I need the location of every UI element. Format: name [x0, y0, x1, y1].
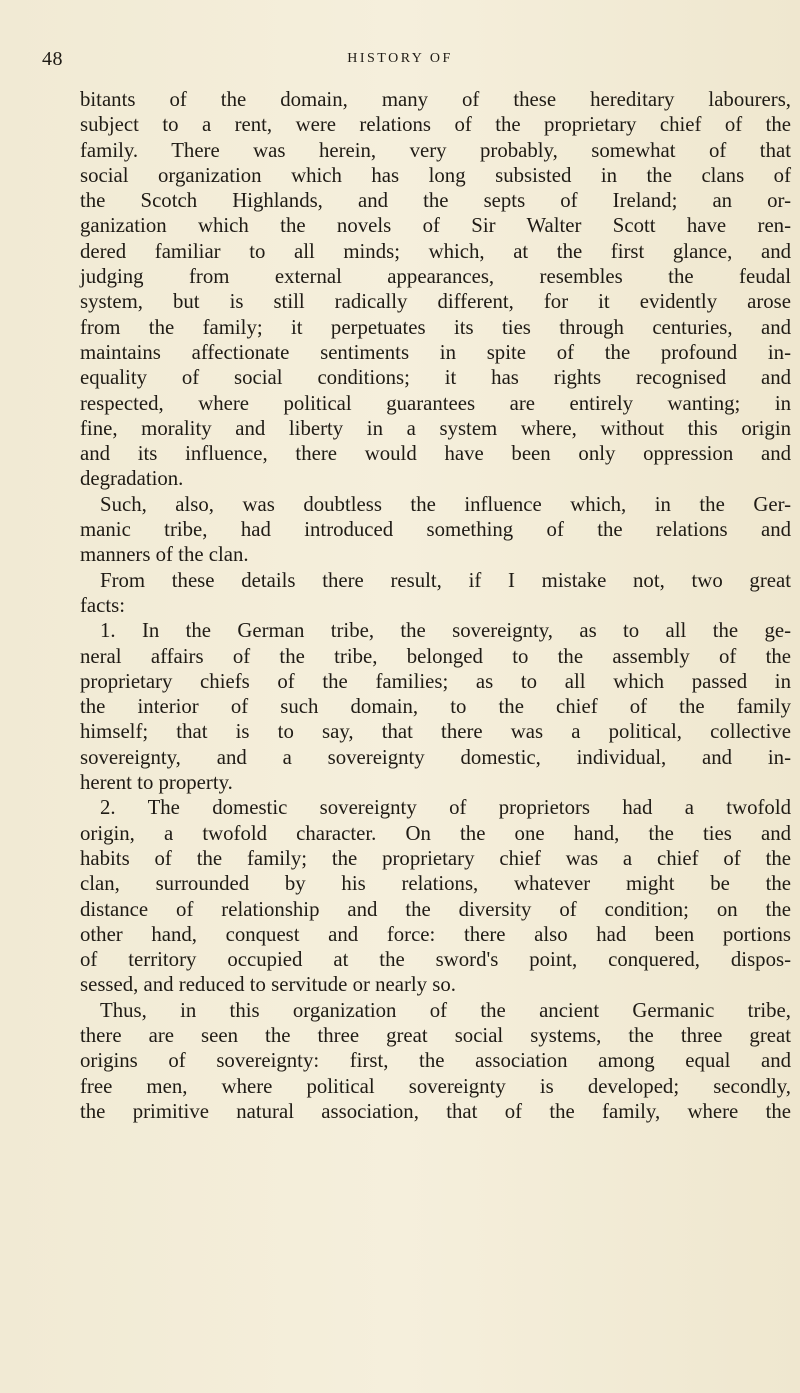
text-line: social organization which has long subsisted in the clans of: [80, 163, 791, 187]
text-line: respected, where political guarantees are entirely wanting; in: [80, 391, 791, 415]
text-line: facts:: [80, 593, 126, 617]
text-line: fine, morality and liberty in a system where, without this origin: [80, 416, 791, 440]
page-number: 48: [42, 48, 63, 70]
text-line: origin, a twofold character. On the one hand, the ties and: [80, 821, 791, 845]
text-line: the primitive natural association, that of the family, where the: [80, 1099, 791, 1123]
text-line: manic tribe, had introduced something of the relations and: [80, 518, 791, 542]
text-line: degradation.: [80, 467, 184, 491]
text-line: himself; that is to say, that there was a political, collective: [80, 720, 791, 744]
text-line: dered familiar to all minds; which, at the first glance, and: [80, 239, 791, 263]
text-line: herent to property.: [80, 771, 233, 795]
text-line: distance of relationship and the diversity of condition; on the: [80, 897, 791, 921]
text-line: other hand, conquest and force: there also had been portions: [80, 922, 791, 946]
text-line: and its influence, there would have been only oppression and: [80, 442, 791, 466]
text-line: ganization which the novels of Sir Walter Scott have ren-: [80, 214, 791, 238]
text-line: free men, where political sovereignty is developed; secondly,: [80, 1074, 791, 1098]
text-line: sessed, and reduced to servitude or nearly so.: [80, 973, 456, 997]
text-line: of territory occupied at the sword's point, conquered, dispos-: [80, 948, 791, 972]
text-line: from the family; it perpetuates its ties through centuries, and: [80, 315, 791, 339]
text-line: 1. In the German tribe, the sovereignty, as to all the ge-: [100, 619, 791, 643]
text-line: the interior of such domain, to the chief of the family: [80, 695, 791, 719]
text-line: family. There was herein, very probably, somewhat of that: [80, 138, 791, 162]
text-line: origins of sovereignty: first, the association among equal and: [80, 1049, 791, 1073]
text-line: neral affairs of the tribe, belonged to the assembly of the: [80, 644, 791, 668]
text-line: Such, also, was doubtless the influence which, in the Ger-: [100, 492, 791, 516]
page-header: [0, 48, 800, 78]
text-line: system, but is still radically different, for it evidently arose: [80, 290, 791, 314]
text-line: judging from external appearances, resembles the feudal: [80, 265, 791, 289]
text-line: equality of social conditions; it has rights recognised and: [80, 366, 791, 390]
text-line: sovereignty, and a sovereignty domestic, individual, and in-: [80, 745, 791, 769]
text-line: manners of the clan.: [80, 543, 249, 567]
text-line: maintains affectionate sentiments in spite of the profound in-: [80, 340, 791, 364]
text-line: Thus, in this organization of the ancient Germanic tribe,: [100, 998, 791, 1022]
text-line: the Scotch Highlands, and the septs of Ireland; an or-: [80, 189, 791, 213]
text-line: bitants of the domain, many of these hereditary labourers,: [80, 88, 791, 111]
text-line: proprietary chiefs of the families; as to all which passed in: [80, 669, 791, 693]
text-line: 2. The domestic sovereignty of proprietors had a twofold: [100, 796, 791, 820]
running-head: HISTORY OF: [347, 51, 453, 66]
text-line: habits of the family; the proprietary chief was a chief of the: [80, 846, 791, 870]
text-line: clan, surrounded by his relations, whatever might be the: [80, 872, 791, 896]
text-line: From these details there result, if I mistake not, two great: [100, 568, 791, 592]
text-line: there are seen the three great social systems, the three great: [80, 1023, 791, 1047]
text-line: subject to a rent, were relations of the proprietary chief of the: [80, 113, 791, 137]
body-text: [80, 87, 791, 1124]
